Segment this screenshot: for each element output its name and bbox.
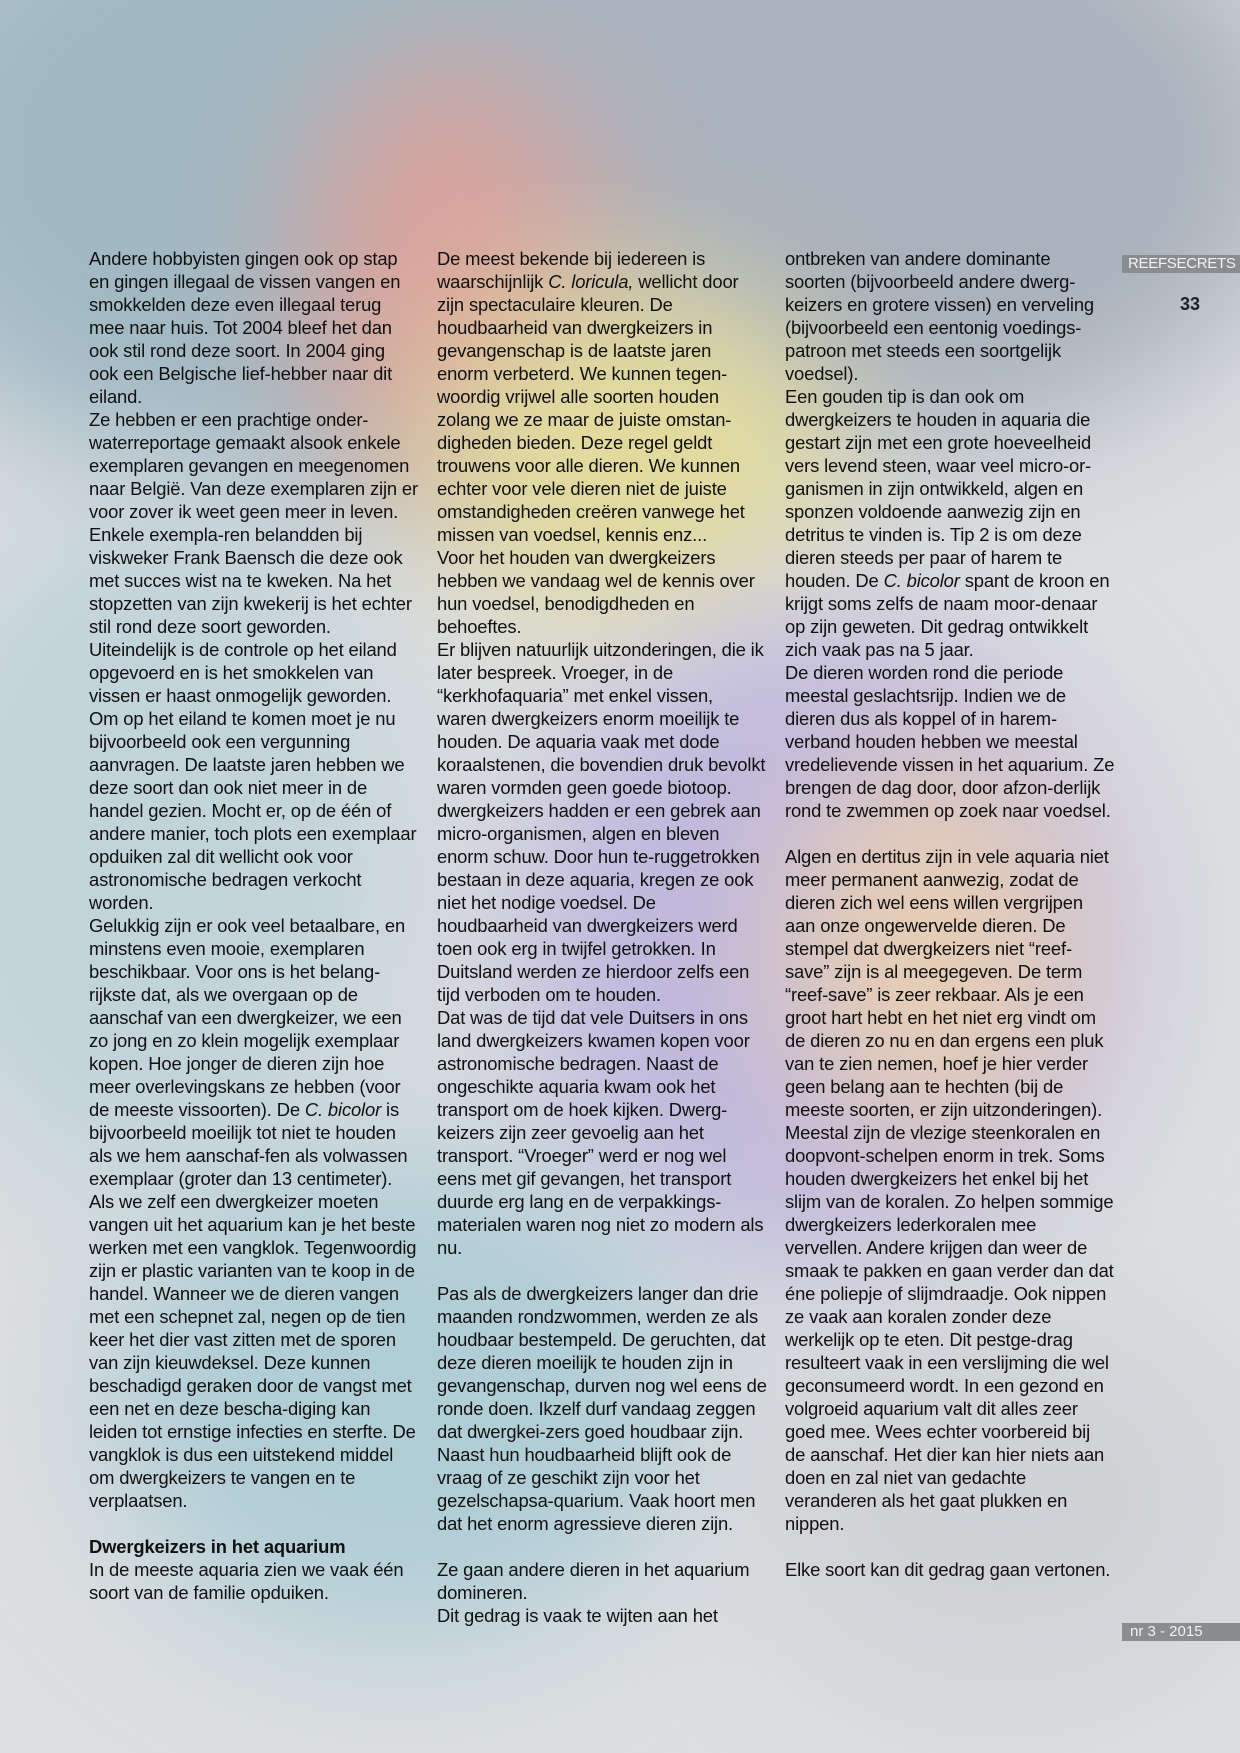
paragraph: Pas als de dwergkeizers langer dan drie maanden rondzwommen, werden ze als houdbaar bestempeld. De geruchten, dat deze dieren moeilijk te houden zijn in gevangenschap, durven nog wel eens de ronde doen. Ikzelf durf vandaag zeggen dat dwergkei-zers goed houdbaar zijn. Naast hun houdbaarheid blijft ook de vraag of ze geschikt zijn voor het gezelschapsa-quarium. Vaak hoort men dat het enorm agressieve dieren zijn. (437, 1283, 767, 1534)
paragraph: Voor het houden van dwergkeizers hebben we vandaag wel de kennis over hun voedsel, benodigdheden en behoeftes. (437, 547, 755, 637)
paragraph: Gelukkig zijn er ook veel betaalbare, en minstens even mooie, exemplaren beschikbaar. Voor ons is het belang-rijkste dat, als we overgaan op de aanschaf van een dwergkeizer, we een zo jong en zo klein mogelijk exemplaar kopen. Hoe jonger de dieren zijn hoe meer overlevingskans ze hebben (voor de meeste vissoorten). De C. bicolor is bijvoorbeeld moeilijk tot niet te houden als we hem aanschaf-fen als volwassen exemplaar (groter dan 13 centimeter). Als we zelf een dwergkeizer moeten vangen uit het aquarium kan je het beste werken met een vangklok. Tegenwoordig zijn er plastic varianten van te koop in de handel. Wanneer we de dieren vangen met een schepnet zal, negen op de tien keer het dier vast zitten met de sporen van zijn kieuwdeksel. Deze kunnen beschadigd geraken door de vangst met een net en deze bescha-diging kan leiden tot ernstige infecties en sterfte. De vangklok is dus een uitstekend middel om dwergkeizers te vangen en te verplaatsen. (89, 915, 417, 1511)
section-heading: Dwergkeizers in het aquarium (89, 1536, 346, 1557)
paragraph: Elke soort kan dit gedrag gaan vertonen. (785, 1559, 1111, 1580)
paragraph: De dieren worden rond die periode meestal geslachtsrijp. Indien we de dieren dus als koppel of in harem-verband houden hebben we meestal vredelievende vissen in het aquarium. Ze brengen de dag door, door afzon-derlijk rond te zwemmen op zoek naar voedsel. (785, 662, 1115, 821)
species-name: C. loricula, (548, 271, 634, 292)
article-column-1 (89, 247, 419, 1604)
paragraph: Ze hebben er een prachtige onder-waterreportage gemaakt alsook enkele exemplaren gevangen en meegenomen naar België. Van deze exemplaren zijn er voor zover ik weet geen meer in leven. Enkele exempla-ren belandden bij viskweker Frank Baensch die deze ook met succes wist na te kweken. Na het stopzetten van zijn kwekerij is het echter stil rond deze soort geworden. Uiteindelijk is de controle op het eiland opgevoerd en is het smokkelen van vissen er haast onmogelijk geworden. Om op het eiland te komen moet je nu bijvoorbeeld ook een vergunning aanvragen. De laatste jaren hebben we deze soort dan ook niet meer in de handel gezien. Mocht er, op de één of andere manier, toch plots een exemplaar opduiken zal dit wellicht ook voor astronomische bedragen verkocht worden. (89, 409, 418, 913)
issue-number-tab: nr 3 - 2015 (1122, 1623, 1240, 1641)
page-number: 33 (1180, 294, 1201, 314)
paragraph: ontbreken van andere dominante soorten (bijvoorbeeld andere dwerg-keizers en grotere vissen) en verveling (bijvoorbeeld een eentonig voedings-patroon met steeds een soortgelijk voedsel). (785, 248, 1094, 384)
paragraph: Dit gedrag is vaak te wijten aan het (437, 1605, 718, 1626)
paragraph: Een gouden tip is dan ook om dwergkeizers te houden in aquaria die gestart zijn met een grote hoeveelheid vers levend steen, waar veel micro-or-ganismen in zijn ontwikkeld, algen en sponzen voldoende aanwezig zijn en detritus te vinden is. Tip 2 is om deze dieren steeds per paar of harem te houden. De C. bicolor spant de kroon en krijgt soms zelfs de naam moor-denaar op zijn geweten. Dit gedrag ontwikkelt zich vaak pas na 5 jaar. (785, 386, 1110, 660)
species-name: C. bicolor (304, 1099, 382, 1120)
paragraph: In de meeste aquaria zien we vaak één soort van de familie opduiken. (89, 1559, 404, 1603)
paragraph: Er blijven natuurlijk uitzonderingen, die ik later bespreek. Vroeger, in de “kerkhofaquaria” met enkel vissen, waren dwergkeizers enorm moeilijk te houden. De aquaria vaak met dode koraalstenen, die bovendien druk bevolkt waren vormden geen goede biotoop. dwergkeizers hadden er een gebrek aan micro-organismen, algen en bleven enorm schuw. Door hun te-ruggetrokken bestaan in deze aquaria, kregen ze ook niet het nodige voedsel. De houdbaarheid van dwergkeizers werd toen ook erg in twijfel getrokken. In Duitsland werden ze hierdoor zelfs een tijd verboden om te houden. (437, 639, 766, 1005)
magazine-name-tab: REEFSECRETS (1122, 255, 1240, 273)
paragraph: De meest bekende bij iedereen is waarschijnlijk C. loricula, wellicht door zijn spectaculaire kleuren. De houdbaarheid van dwergkeizers in gevangenschap is de laatste jaren enorm verbeterd. We kunnen tegen-woordig vrijwel alle soorten houden zolang we ze maar de juiste omstan-digheden bieden. Deze regel geldt trouwens voor alle dieren. We kunnen echter voor vele dieren niet de juiste omstandigheden creëren vanwege het missen van voedsel, kennis enz... (437, 248, 745, 545)
article-column-3 (785, 247, 1115, 1581)
paragraph: Algen en dertitus zijn in vele aquaria niet meer permanent aanwezig, zodat de dieren zich wel eens willen vergrijpen aan onze ongewervelde dieren. De stempel dat dwergkeizers niet “reef-save” zijn is al meegegeven. De term “reef-save” is zeer rekbaar. Als je een groot hart hebt en het niet erg vindt om de dieren zo nu en dan ergens een pluk van te zien nemen, hoef je hier verder geen belang aan te hechten (bij de meeste soorten, er zijn uitzonderingen). Meestal zijn de vlezige steenkoralen en doopvont-schelpen enorm in trek. Soms houden dwergkeizers het enkel bij het slijm van de koralen. Zo helpen sommige dwergkeizers lederkoralen mee vervellen. Andere krijgen dan weer de smaak te pakken en gaan verder dan dat éne poliepje of slijmdraadje. Ook nippen ze vaak aan koralen zonder deze werkelijk op te eten. Dit pestge-drag resulteert vaak in een verslijming die wel geconsumeerd wordt. In een gezond en volgroeid aquarium valt dit alles zeer goed mee. Wees echter voorbereid bij de aanschaf. Het dier kan hier niets aan doen en zal niet van gedachte veranderen als het gaat plukken en nippen. (785, 846, 1114, 1534)
paragraph: Ze gaan andere dieren in het aquarium domineren. (437, 1559, 750, 1603)
species-name: C. bicolor (883, 570, 960, 591)
paragraph: Andere hobbyisten gingen ook op stap en gingen illegaal de vissen vangen en smokkelden deze even illegaal terug mee naar huis. Tot 2004 bleef het dan ook stil rond deze soort. In 2004 ging ook een Belgische lief-hebber naar dit eiland. (89, 248, 401, 407)
paragraph: Dat was de tijd dat vele Duitsers in ons land dwergkeizers kwamen kopen voor astronomische bedragen. Naast de ongeschikte aquaria kwam ook het transport om de hoek kijken. Dwerg-keizers zijn zeer gevoelig aan het transport. “Vroeger” werd er nog wel eens met gif gevangen, het transport duurde erg lang en de verpakkings-materialen waren nog niet zo modern als nu. (437, 1007, 764, 1258)
article-column-2 (437, 247, 767, 1627)
